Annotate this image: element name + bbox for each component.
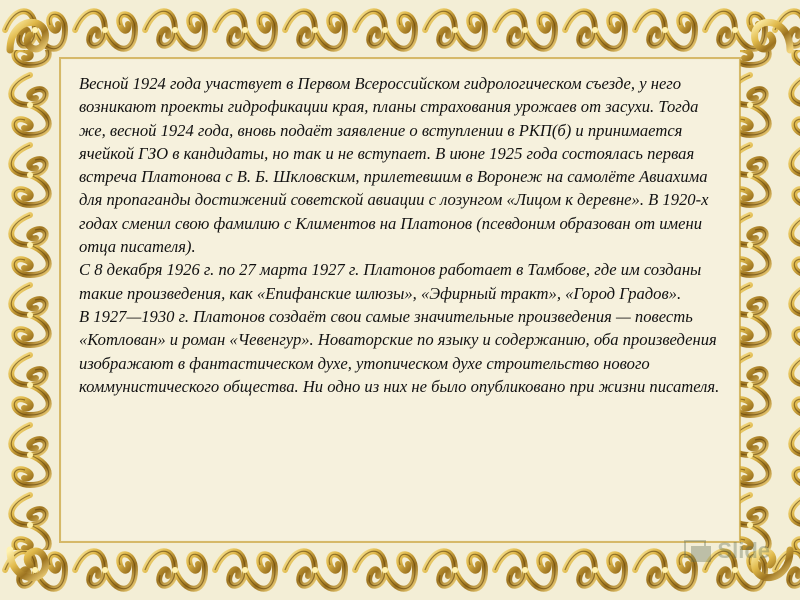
paragraph-3: В 1927—1930 г. Платонов создаёт свои самые значительные произведения — повесть «Котлован» и роман «Чевенгур». Новаторские по языку и содержанию, оба произведения изображают в фантастическом духе, утопическом духе строительство нового коммунистического общества. Ни одно из них не было опубликовано при жизни писателя. bbox=[79, 306, 720, 396]
article-text bbox=[79, 72, 729, 398]
slide-logo-icon bbox=[683, 538, 713, 564]
paragraph-2: С 8 декабря 1926 г. по 27 марта 1927 г. Платонов работает в Тамбове, где им созданы такие произведения, как «Епифанские шлюзы», «Эфирный тракт», «Город Градов». bbox=[79, 260, 702, 303]
paragraph-1: Весной 1924 года участвует в Первом Всероссийском гидрологическом съезде, у него возникают проекты гидрофикации края, планы страхования урожаев от засухи. Тогда же, весной 1924 года, вновь подаёт заявление о вступлении в РКП(б) и принимается ячейкой ГЗО в кандидаты, но так и не вступает. В июне 1925 года состоялась первая встреча Платонова с В. Б. Шкловским, прилетевшим в Воронеж на самолёте Авиахима для пропаганды достижений советской авиации с лозунгом «Лицом к деревне». В 1920-х годах сменил свою фамилию с Климентов на Платонов (псевдоним образован от имени отца писателя). bbox=[79, 74, 709, 257]
watermark bbox=[683, 538, 770, 564]
watermark-text: Slide bbox=[717, 538, 770, 563]
